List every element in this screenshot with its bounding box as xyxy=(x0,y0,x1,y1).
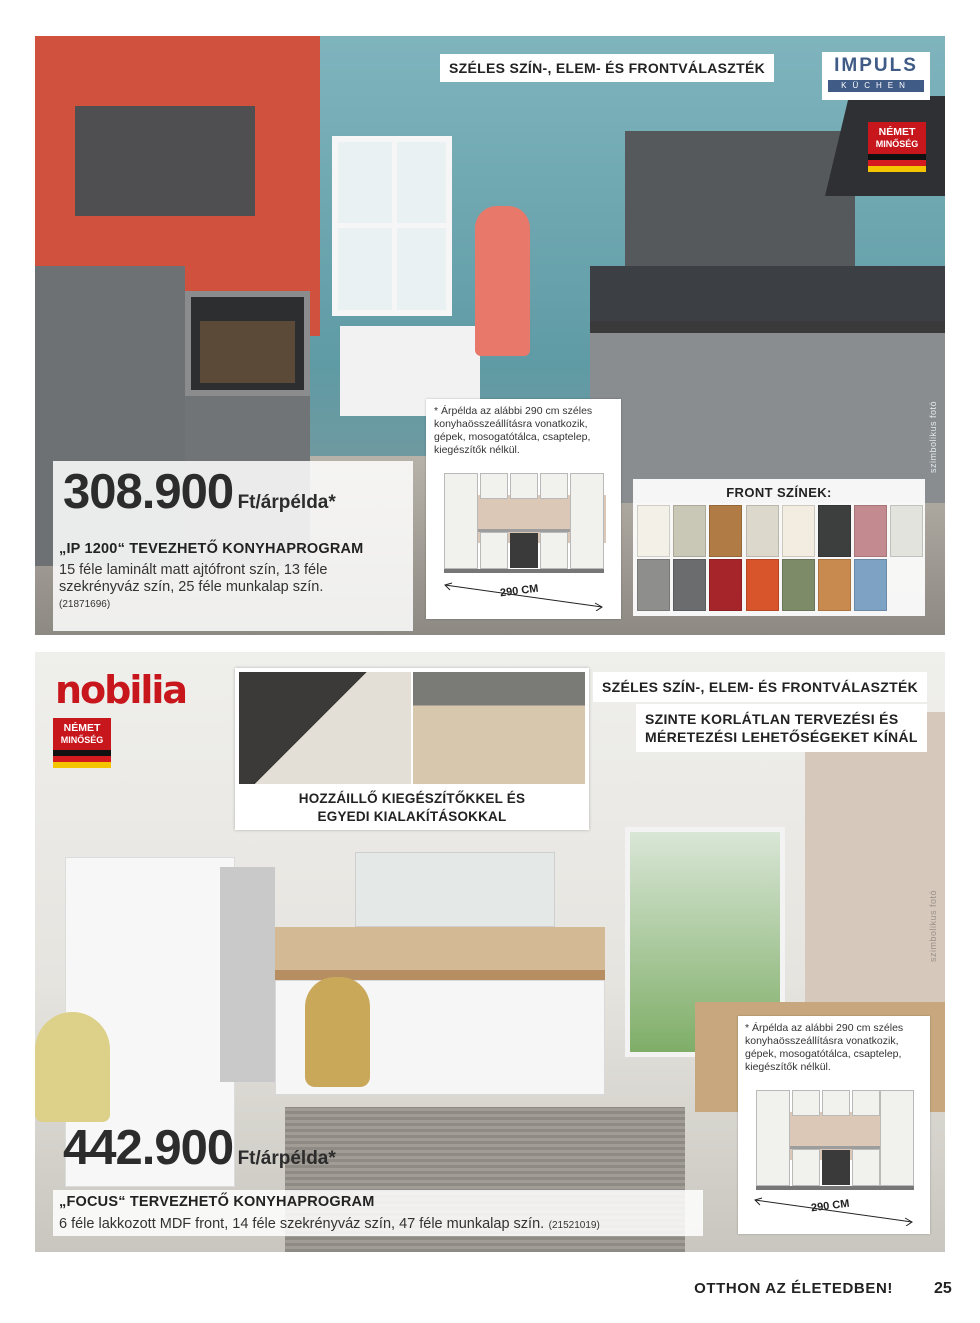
base-cabinets xyxy=(590,333,945,503)
range-banner: SZÉLES SZÍN-, ELEM- ÉS FRONTVÁLASZTÉK xyxy=(440,54,774,82)
nobilia-logo: nobilia xyxy=(55,668,187,712)
price-unit: Ft/árpélda* xyxy=(237,1148,336,1169)
configuration-box xyxy=(738,1016,930,1234)
wall-shelf xyxy=(75,106,255,216)
front-color-swatch xyxy=(637,559,670,611)
badge-line1: NÉMET xyxy=(878,126,916,138)
ip1200-kitchen-panel xyxy=(35,36,945,635)
impuls-logo xyxy=(822,52,930,100)
product-description-line xyxy=(59,1215,600,1233)
german-quality-badge xyxy=(53,718,111,768)
impuls-logo-subtext: KÜCHEN xyxy=(828,80,924,92)
accessories-caption-line2: EGYEDI KIALAKÍTÁSOKKAL xyxy=(317,809,507,824)
product-code: (21521019) xyxy=(548,1220,600,1231)
price-unit: Ft/árpélda* xyxy=(237,492,336,513)
kitchen-drawing xyxy=(444,467,606,589)
product-code: (21871696) xyxy=(59,599,111,610)
price: 308.900 xyxy=(63,465,234,519)
power-socket-photo xyxy=(413,672,585,784)
front-color-swatch xyxy=(782,505,815,557)
width-label: 290 CM xyxy=(499,582,540,600)
german-flag-icon xyxy=(53,750,111,768)
planning-banner-line2: MÉRETEZÉSI LEHETŐSÉGEKET KÍNÁL xyxy=(645,729,918,745)
kitchen-drawing xyxy=(756,1086,914,1204)
front-color-swatch xyxy=(673,505,706,557)
photo-credit: szimbolikus fotó xyxy=(928,400,938,473)
german-quality-badge xyxy=(868,122,926,172)
front-colors-box xyxy=(633,479,925,616)
german-flag-icon xyxy=(868,154,926,172)
countertop xyxy=(590,321,945,333)
planning-banner xyxy=(636,704,927,752)
front-color-swatch xyxy=(818,505,851,557)
front-color-swatch xyxy=(637,505,670,557)
footer-slogan: OTTHON AZ ÉLETEDBEN! xyxy=(694,1280,893,1297)
price: 442.900 xyxy=(63,1121,234,1175)
focus-kitchen-panel xyxy=(35,652,945,1252)
product-description: 15 féle laminált matt ajtófront szín, 13 féle szekrényváz szín, 25 féle munkalap szín. xyxy=(59,562,328,595)
product-name: „FOCUS“ TERVEZHETŐ KONYHAPROGRAM xyxy=(59,1194,375,1210)
front-color-swatch xyxy=(818,559,851,611)
price-line xyxy=(63,465,336,519)
price-note: * Árpélda az alábbi 290 cm széles konyhaösszeállításra vonatkozik, gépek, mosogatótálca, csaptelep, kiegészítők nélkül. xyxy=(434,405,593,456)
badge-line2: MINŐSÉG xyxy=(60,735,104,745)
front-color-swatch xyxy=(709,559,742,611)
woman-figure xyxy=(475,206,530,356)
carousel-corner-photo xyxy=(239,672,411,784)
front-color-swatch xyxy=(746,505,779,557)
accessories-caption-line1: HOZZÁILLŐ KIEGÉSZÍTŐKKEL ÉS xyxy=(298,791,526,806)
product-description: 6 féle lakkozott MDF front, 14 féle szekrényváz szín, 47 féle munkalap szín. xyxy=(59,1216,545,1232)
badge-line2: MINŐSÉG xyxy=(875,139,919,149)
backsplash xyxy=(590,266,945,326)
window xyxy=(332,136,452,316)
width-label: 290 CM xyxy=(810,1197,851,1215)
range-banner: SZÉLES SZÍN-, ELEM- ÉS FRONTVÁLASZTÉK xyxy=(593,672,927,702)
accessories-box xyxy=(235,668,589,830)
flower-vase xyxy=(35,1012,110,1122)
front-color-swatch xyxy=(854,505,887,557)
impuls-logo-text: IMPULS xyxy=(834,55,918,76)
product-name: „IP 1200“ TEVEZHETŐ KONYHAPROGRAM xyxy=(59,541,364,557)
configuration-box xyxy=(426,399,621,619)
woman-figure xyxy=(305,977,370,1087)
front-colors-title: FRONT SZÍNEK: xyxy=(726,485,832,500)
front-color-swatch xyxy=(782,559,815,611)
front-color-swatch xyxy=(709,505,742,557)
page-number: 25 xyxy=(934,1280,952,1297)
planning-banner-line1: SZINTE KORLÁTLAN TERVEZÉSI ÉS xyxy=(645,711,899,727)
price-line xyxy=(63,1121,336,1175)
front-color-swatch xyxy=(746,559,779,611)
backsplash xyxy=(275,927,605,972)
oven-window xyxy=(200,321,295,383)
pull-out-larder xyxy=(220,867,275,1082)
photo-credit: szimbolikus fotó xyxy=(928,889,938,962)
badge-line1: NÉMET xyxy=(63,722,101,734)
price-note: * Árpélda az alábbi 290 cm széles konyhaösszeállításra vonatkozik, gépek, mosogatótálca, csaptelep, kiegészítők nélkül. xyxy=(745,1022,904,1073)
front-color-swatch xyxy=(890,505,923,557)
wall-cabinets xyxy=(625,131,855,271)
glass-wall-cabinets xyxy=(355,852,555,927)
front-color-swatch xyxy=(673,559,706,611)
front-color-swatch xyxy=(854,559,887,611)
